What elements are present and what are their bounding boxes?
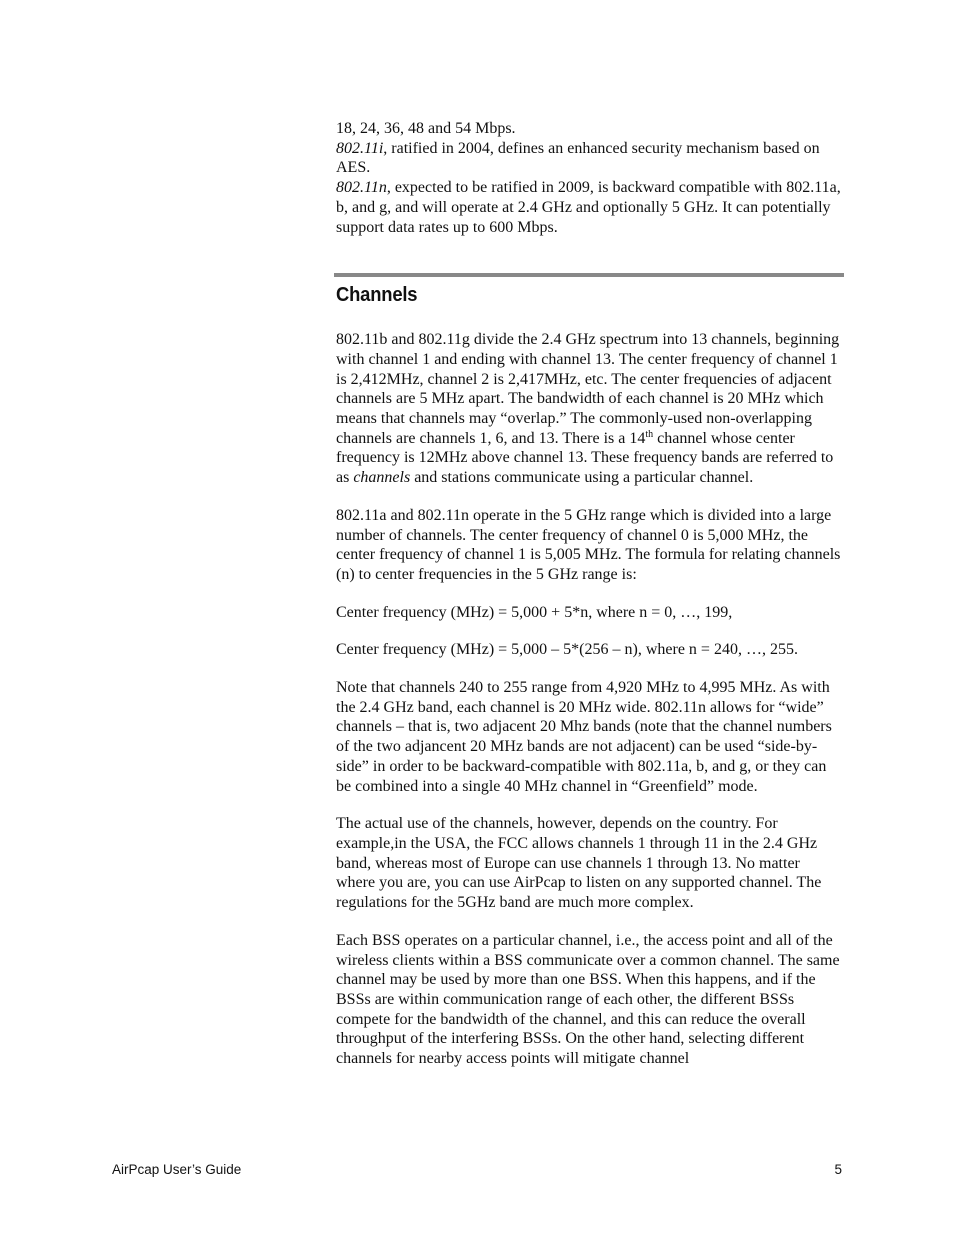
intro-line: 18, 24, 36, 48 and 54 Mbps. <box>336 120 516 137</box>
standard-80211n <box>336 178 841 237</box>
page-number: 5 <box>834 1162 842 1177</box>
formula-line: Center frequency (MHz) = 5,000 + 5*n, where n = 0, …, 199, <box>336 603 733 621</box>
paragraph-country-regulations: The actual use of the channels, however, depends on the country. For example,in the USA, the FCC allows channels 1 through 11 in the 2.4 GHz band, whereas most of Europe can use channels 1 through 13. No matter where you are, you can use AirPcap to listen on any supported channel. The regulations for the 5GHz band are much more complex. <box>336 815 822 912</box>
footer-title: AirPcap User’s Guide <box>112 1162 242 1177</box>
text-column <box>336 119 841 1087</box>
paragraph-text: and stations communicate using a particular channel. <box>410 469 754 487</box>
intro-block <box>336 119 841 237</box>
standard-description: , expected to be ratified in 2009, is backward compatible with 802.11a, b, and g, and will operate at 2.4 GHz and optionally 5 GHz. It can potentially support data rates up to 600 Mbps. <box>336 179 841 236</box>
standard-name: 802.11n <box>336 179 387 197</box>
paragraph-channels-24ghz <box>336 330 841 488</box>
paragraph-bss-channels: Each BSS operates on a particular channel, i.e., the access point and all of the wireless clients within a BSS communicate over a common channel. The same channel may be used by more than one BSS. When this happens, and if the BSSs are within communication range of each other, the different BSSs compete for the bandwidth of the channel, and this can reduce the overall throughput of the interfering BSSs. On the other hand, selecting different channels for nearby access points will mitigate channel <box>336 931 840 1068</box>
emphasis: channels <box>353 469 411 487</box>
standard-name: 802.11i <box>336 139 384 157</box>
paragraph-wide-channels: Note that channels 240 to 255 range from 4,920 MHz to 4,995 MHz. As with the 2.4 GHz band, each channel is 20 MHz wide. 802.11n allows for “wide” channels – that is, two adjacent 20 Mhz bands (note that the channel numbers of the two adjancent 20 MHz bands are not adjacent) can be used “side-by-side” in order to be backward-compatible with 802.11a, b, and g, or they can be combined into a single 40 MHz channel in “Greenfield” mode. <box>336 679 832 795</box>
formula-line: Center frequency (MHz) = 5,000 – 5*(256 – n), where n = 240, …, 255. <box>336 641 798 659</box>
section-heading: Channels <box>336 284 418 307</box>
standard-description: , ratified in 2004, defines an enhanced security mechanism based on AES. <box>336 139 820 177</box>
paragraph-channels-5ghz: 802.11a and 802.11n operate in the 5 GHz range which is divided into a large number of channels. The center frequency of channel 0 is 5,000 MHz, the center frequency of channel 1 is 5,005 MHz. The formula for relating channels (n) to center frequencies in the 5 GHz range is: <box>336 506 841 583</box>
section-body <box>336 330 841 1069</box>
superscript: th <box>645 428 654 440</box>
paragraph-text: 802.11b and 802.11g divide the 2.4 GHz spectrum into 13 channels, beginning with channel 1 and ending with channel 13. The center frequency of channel 1 is 2,412MHz, channel 2 is 2,417MHz, etc. The center frequencies of adjacent channels are 5 MHz apart. The bandwidth of each channel is 20 MHz which means that channels may “overlap.” The commonly-used non-overlapping channels are channels 1, 6, and 13. There is a 14 <box>336 331 840 447</box>
section-divider <box>334 273 844 277</box>
paragraph-text: channel whose center frequency is 12MHz above channel 13. These frequency bands are referred to as <box>336 429 834 487</box>
standard-80211i <box>336 139 841 178</box>
